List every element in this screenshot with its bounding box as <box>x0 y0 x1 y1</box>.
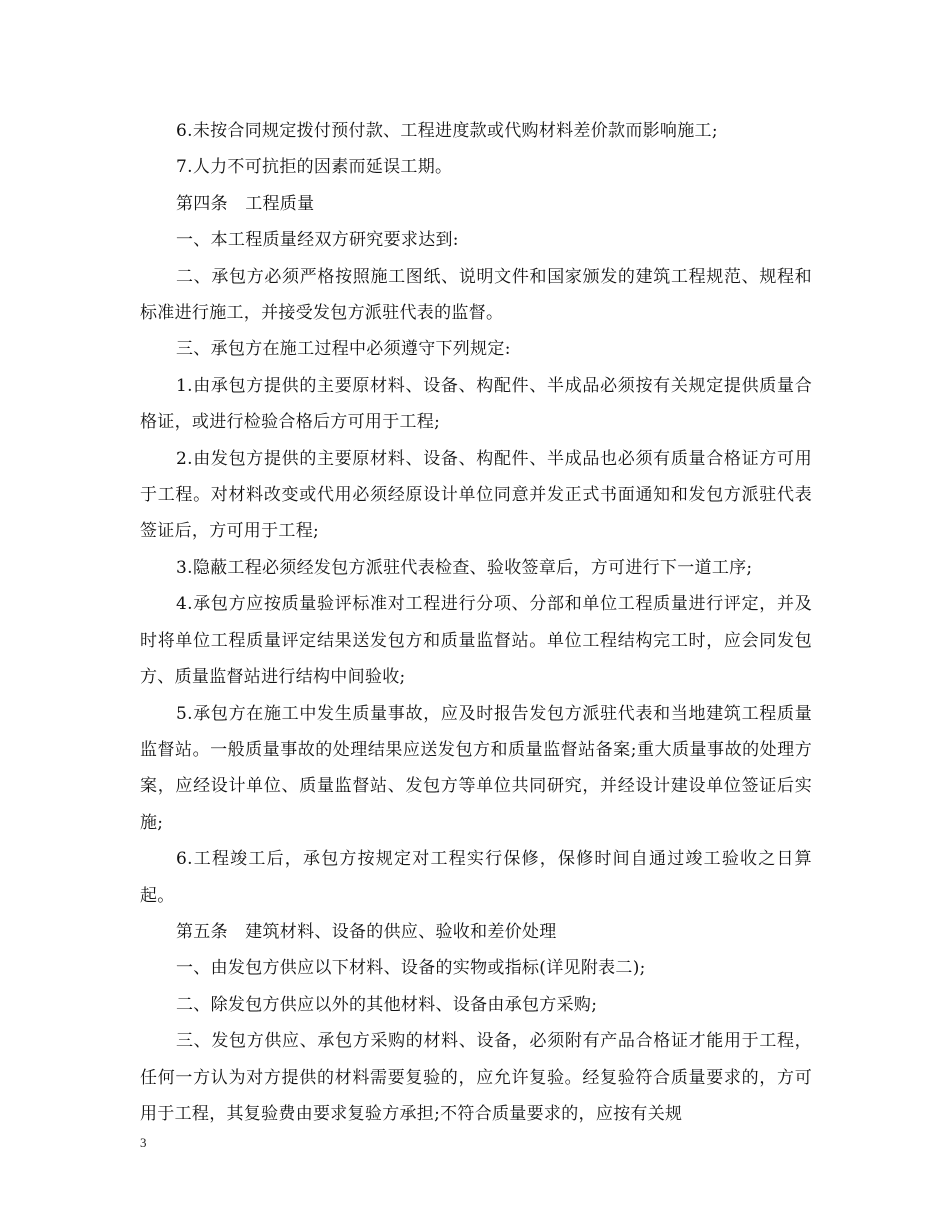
paragraph-construction-standards: 二、承包方必须严格按照施工图纸、说明文件和国家颁发的建筑工程规范、规程和标准进行施工，并接受发包方派驻代表的监督。 <box>140 266 812 324</box>
paragraph-owner-supply: 一、由发包方供应以下材料、设备的实物或指标(详见附表二); <box>176 958 646 979</box>
section-heading-article-4: 第四条 工程质量 <box>176 193 315 214</box>
document-body <box>140 113 812 1132</box>
paragraph-material-certification: 三、发包方供应、承包方采购的材料、设备，必须附有产品合格证才能用于工程，任何一方认为对方提供的材料需要复验的，应允许复验。经复验符合质量要求的，方可用于工程，其复验费由要求复验方承担;不符合质量要求的，应按有关规 <box>140 1031 812 1124</box>
paragraph-force-majeure: 7.人力不可抗拒的因素而延误工期。 <box>176 157 453 178</box>
paragraph-quality-target: 一、本工程质量经双方研究要求达到: <box>176 230 459 251</box>
paragraph-rule-1: 1.由承包方提供的主要原材料、设备、构配件、半成品必须按有关规定提供质量合格证，或进行检验合格后方可用于工程; <box>140 375 812 433</box>
paragraph-contractor-rules: 三、承包方在施工过程中必须遵守下列规定: <box>176 339 511 360</box>
paragraph-rule-2: 2.由发包方提供的主要原材料、设备、构配件、半成品也必须有质量合格证方可用于工程。对材料改变或代用必须经原设计单位同意并发正式书面通知和发包方派驻代表签证后，方可用于工程; <box>140 448 812 542</box>
paragraph-rule-3: 3.隐蔽工程必须经发包方派驻代表检查、验收签章后，方可进行下一道工序; <box>176 557 753 578</box>
page-number: 3 <box>140 1135 147 1150</box>
paragraph-rule-4: 4.承包方应按质量验评标准对工程进行分项、分部和单位工程质量进行评定，并及时将单位工程质量评定结果送发包方和质量监督站。单位工程结构完工时，应会同发包方、质量监督站进行结构中间验收; <box>140 594 812 688</box>
paragraph-rule-6: 6.工程竣工后，承包方按规定对工程实行保修，保修时间自通过竣工验收之日算起。 <box>140 849 812 906</box>
paragraph-contractor-purchase: 二、除发包方供应以外的其他材料、设备由承包方采购; <box>176 994 598 1015</box>
paragraph-rule-5: 5.承包方在施工中发生质量事故，应及时报告发包方派驻代表和当地建筑工程质量监督站。一般质量事故的处理结果应送发包方和质量监督站备案;重大质量事故的处理方案，应经设计单位、质量监督站、发包方等单位共同研究，并经设计建设单位签证后实施; <box>140 703 812 833</box>
paragraph-payment-delay: 6.未按合同规定拨付预付款、工程进度款或代购材料差价款而影响施工; <box>176 121 718 141</box>
section-heading-article-5: 第五条 建筑材料、设备的供应、验收和差价处理 <box>176 921 557 942</box>
